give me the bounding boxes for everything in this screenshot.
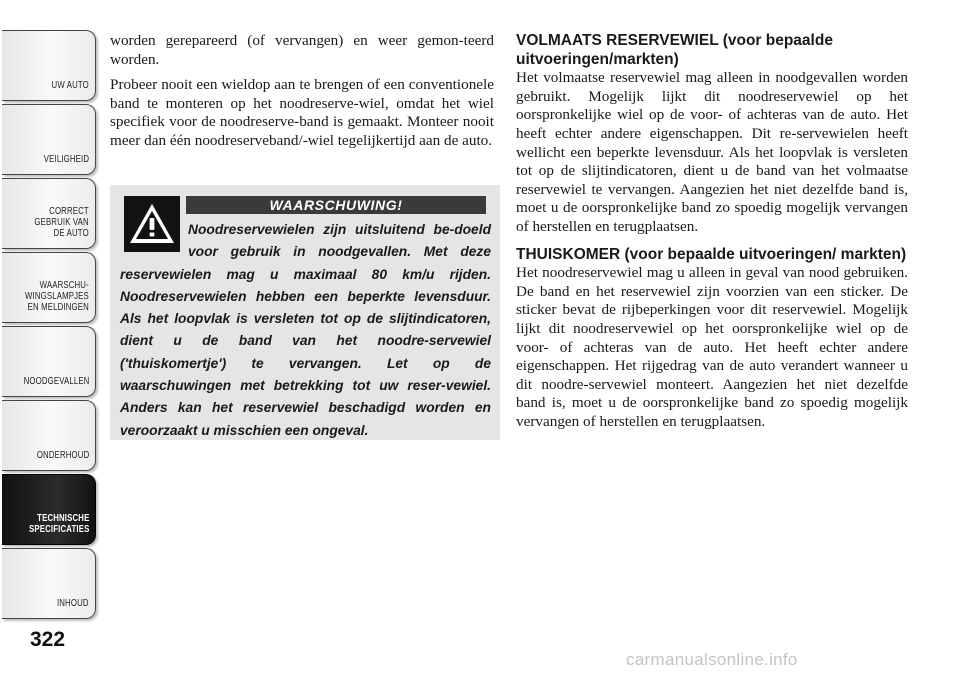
watermark: carmanualsonline.info <box>626 650 798 669</box>
warning-title: WAARSCHUWING! <box>186 196 486 214</box>
tab-label: CORRECT GEBRUIK VAN DE AUTO <box>34 206 89 239</box>
tab-correct-gebruik[interactable] <box>2 178 96 249</box>
left-column <box>110 32 494 158</box>
tab-veiligheid[interactable] <box>2 104 96 175</box>
paragraph: worden gerepareerd (of vervangen) en weer gemon-teerd worden. <box>110 32 494 68</box>
warning-box <box>110 185 500 440</box>
tab-label: TECHNISCHE SPECIFICATIES <box>28 513 89 535</box>
warning-text: Noodreservewielen zijn uitsluitend be-doeld voor gebruik in noodgevallen. Met deze reservewielen mag u maximaal 80 km/u rijden. Noodreservewielen hebben een beperkte levensduur. Als het loopvlak is versleten tot op de slijtindicatoren, dient u de band van het noodre-servewiel ('thuiskomertje') te vervangen. Let op de waarschuwingen met betrekking tot uw reser-vewiel. Anders kan het reservewiel beschadigd worden en veroorzaakt u misschien een ongeval. <box>120 222 491 438</box>
sidebar-tabs <box>0 0 100 678</box>
paragraph: Het noodreservewiel mag u alleen in geval van nood gebruiken. De band en het reservewiel zijn voorzien van een sticker. De sticker bevat de rijbeperkingen voor dit reservewiel. Mogelijk lijkt dit noodreservewiel op het oorspronkelijke wiel op de voor- of achteras van de auto. Het heeft echter andere eigenschappen. Het rijgedrag van de auto verandert wanneer u dit noodre-servewiel monteert. Aangezien het niet dezelfde band is, moet u de oorspronkelijke band zo spoedig mogelijk vervangen of herstellen en terugplaatsen. <box>516 264 908 430</box>
paragraph: Het volmaatse reservewiel mag alleen in noodgevallen worden gebruikt. Mogelijk lijkt dit noodreservewiel op het oorspronkelijke wiel op de voor- of achteras van de auto. Het heeft echter andere eigenschappen. Dit re-servewielen heeft wellicht een beperkte levensduur. Als het loopvlak is versleten tot op de slijtindicatoren, dient u de band van het volmaatse reservewiel te vervangen. Aangezien het niet dezelfde band is, moet u de oorspronkelijke band zo spoedig mogelijk vervangen of herstellen en terugplaatsen. <box>516 69 908 235</box>
section-heading: VOLMAATS RESERVEWIEL (voor bepaalde uitvoeringen/markten) <box>516 32 833 68</box>
tab-label: INHOUD <box>57 598 89 609</box>
tab-label: ONDERHOUD <box>36 450 89 461</box>
section-heading: THUISKOMER (voor bepaalde uitvoeringen/ markten) <box>516 245 907 263</box>
paragraph: Probeer nooit een wieldop aan te brengen of een conventionele band te monteren op het noodreserve-wiel, omdat het wiel specifiek voor de noodreserve-band is gemaakt. Monteer nooit meer dan één noodreserveband/-wiel tegelijkertijd aan de auto. <box>110 76 494 149</box>
tab-label: NOODGEVALLEN <box>23 376 89 387</box>
tab-label: VEILIGHEID <box>43 154 89 165</box>
tab-noodgevallen[interactable] <box>2 326 96 397</box>
tab-waarschuwingslampjes[interactable] <box>2 252 96 323</box>
tab-label: WAARSCHU- WINGSLAMPJES EN MELDINGEN <box>25 280 89 313</box>
tab-onderhoud[interactable] <box>2 400 96 471</box>
page-number: 322 <box>30 628 66 651</box>
tab-technische-specificaties[interactable] <box>2 474 96 545</box>
tab-inhoud[interactable] <box>2 548 96 619</box>
tab-label: UW AUTO <box>51 80 89 91</box>
right-column <box>516 32 908 438</box>
tab-uw-auto[interactable] <box>2 30 96 101</box>
